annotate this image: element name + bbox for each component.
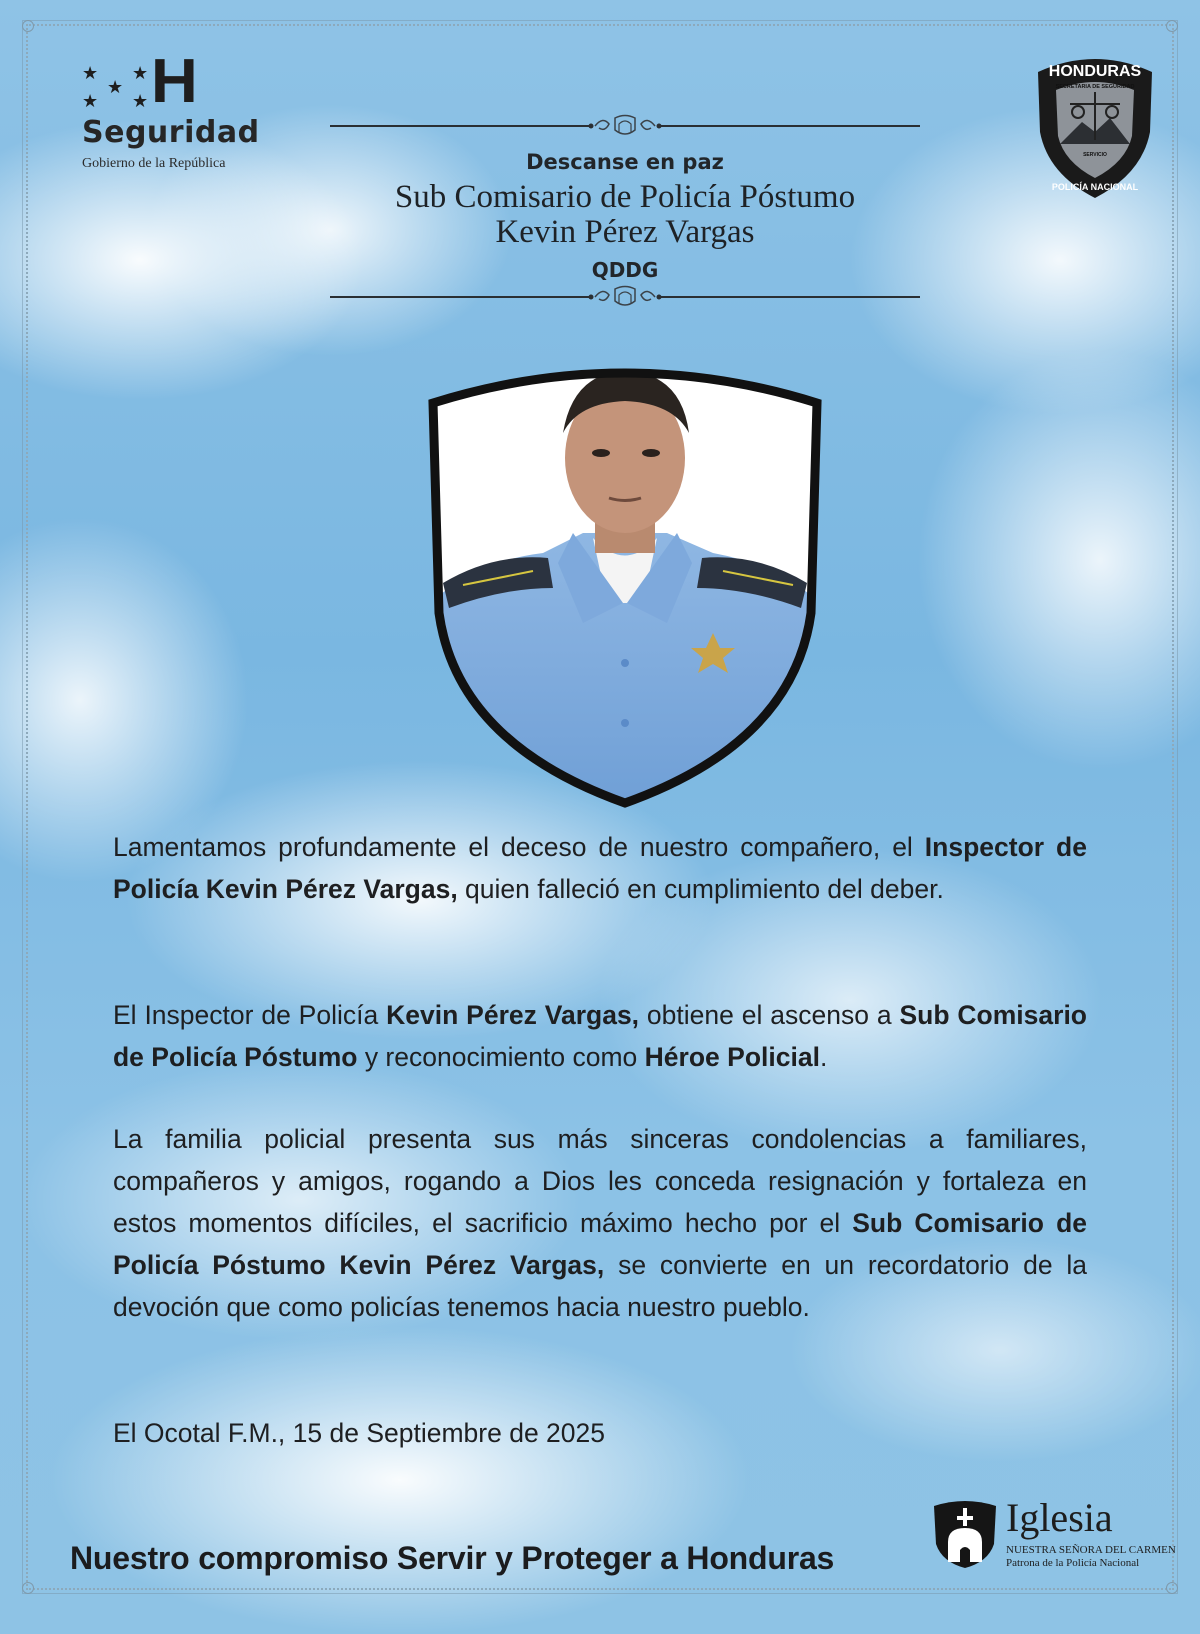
seguridad-logo <box>82 47 302 172</box>
text-run: quien falleció en cumplimiento del deber. <box>457 874 944 904</box>
seguridad-subtitle: Gobierno de la República <box>82 156 226 171</box>
top-ornamental-divider <box>330 114 920 138</box>
rank-and-name-bold: Sub Comisario de Policía Póstumo Kevin Pérez Vargas, <box>113 1208 1087 1280</box>
officer-name-bold: Kevin Pérez Vargas, <box>386 1000 640 1030</box>
bottom-ornamental-divider <box>330 285 920 309</box>
officer-portrait <box>423 363 827 811</box>
rank-bold: Sub Comisario de Policía Póstumo <box>113 1000 1087 1072</box>
officer-name-bold: Inspector de Policía Kevin Pérez Vargas, <box>113 832 1087 904</box>
chapel-ornament-icon <box>575 285 675 309</box>
svg-text:HONDURAS: HONDURAS <box>1048 63 1142 80</box>
rest-in-peace-label: Descanse en paz <box>526 150 724 174</box>
seguridad-h-mark: H <box>150 47 198 116</box>
motto-slogan: Nuestro compromiso Servir y Proteger a Honduras <box>70 1540 835 1576</box>
text-run: La familia policial presenta sus más sinceras condolencias a familiares, compañeros y amigos, rogando a Dios les conceda resignación y fortaleza en estos momentos difíciles, el sacrificio máximo hecho por el <box>113 1124 1087 1238</box>
condolence-paragraph-1 <box>113 826 1087 910</box>
text-run: se convierte en un recordatorio de la devoción que como policías tenemos hacia nuestro pueblo. <box>113 1250 1088 1322</box>
chapel-ornament-icon <box>575 114 675 138</box>
policia-nacional-badge-icon <box>1030 52 1160 200</box>
text-run: El Inspector de Policía <box>113 1000 387 1030</box>
five-stars-icon: ★ ★ ★ ★ ★ <box>82 63 149 111</box>
posthumous-rank-title: Sub Comisario de Policía Póstumo <box>394 179 856 215</box>
text-run: obtiene el ascenso a <box>639 1000 900 1030</box>
text-run: . <box>819 1042 828 1072</box>
text-run: y reconocimiento como <box>357 1042 645 1072</box>
church-shield-icon <box>932 1500 998 1570</box>
iglesia-line-1: NUESTRA SEÑORA DEL CARMEN <box>1006 1544 1176 1556</box>
svg-text:SERVICIO: SERVICIO <box>1083 152 1107 158</box>
svg-text:POLICÍA NACIONAL: POLICÍA NACIONAL <box>1051 182 1139 192</box>
iglesia-logo <box>932 1495 1176 1570</box>
condolence-paragraph-2 <box>113 1118 1087 1328</box>
svg-text:SECRETARIA DE SEGURIDAD: SECRETARIA DE SEGURIDAD <box>1055 84 1135 90</box>
border-corner-ornament <box>1166 1582 1178 1594</box>
qddg-label: QDDG <box>591 258 659 282</box>
border-corner-ornament <box>1166 20 1178 32</box>
seguridad-wordmark: Seguridad <box>82 115 260 150</box>
dateline: El Ocotal F.M., 15 de Septiembre de 2025 <box>113 1418 605 1448</box>
text-run: Lamentamos profundamente el deceso de nuestro compañero, el <box>113 832 925 862</box>
hero-title-bold: Héroe Policial <box>644 1042 820 1072</box>
border-corner-ornament <box>22 1582 34 1594</box>
officer-name-title: Kevin Pérez Vargas <box>495 214 755 250</box>
iglesia-line-2: Patrona de la Policía Nacional <box>1006 1557 1140 1569</box>
border-corner-ornament <box>22 20 34 32</box>
promotion-paragraph <box>113 994 1087 1078</box>
iglesia-title: Iglesia <box>1006 1495 1113 1540</box>
